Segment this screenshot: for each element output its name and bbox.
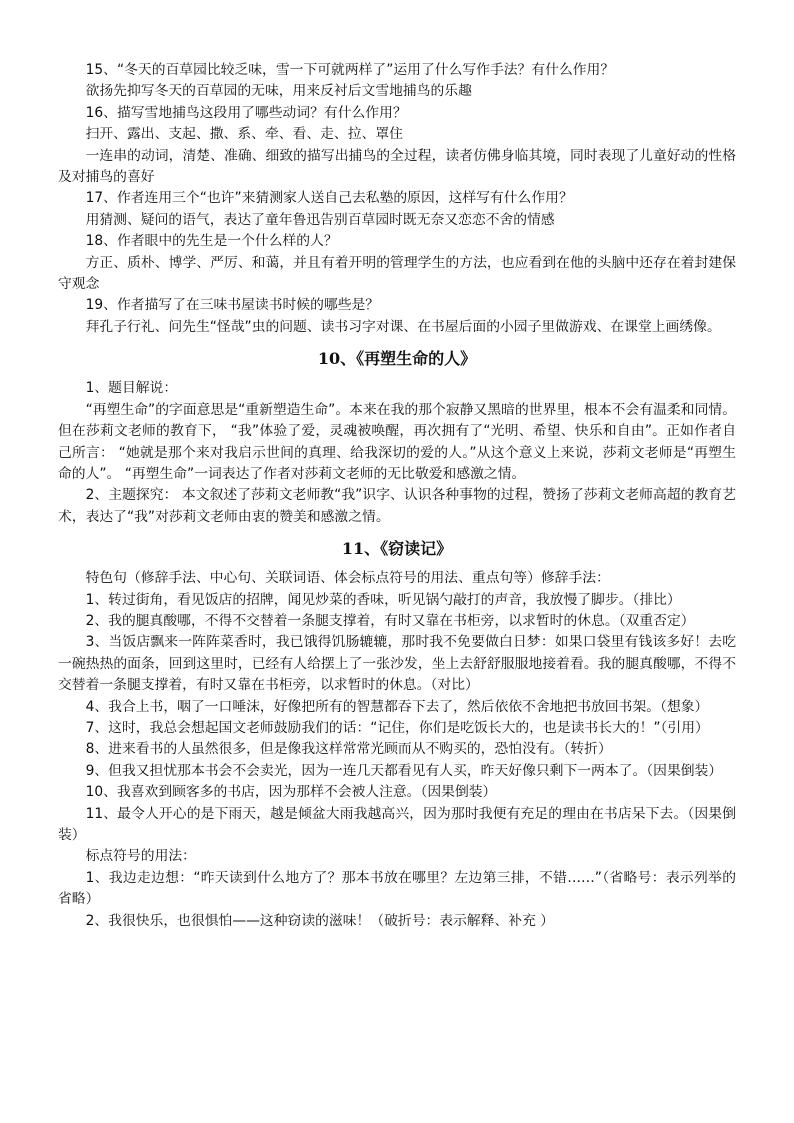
rhetoric-example-3: 3、当饭店飘来一阵阵菜香时，我已饿得饥肠辘辘，那时我不免要做白日梦：如果口袋里有钱该多好！去吃一碗热热的面条，回到这里时，已经有人给摆上了一张沙发，坐上去舒舒服服地接着看。我的腿真酸哪，不得不交替着一条腿支撑着，有时又靠在书柜旁，以求暂时的休息。（对比） xyxy=(58,634,736,694)
section-11 xyxy=(58,537,736,932)
rhetoric-example-9: 9、但我又担忧那本书会不会卖光，因为一连几天都看见有人买，昨天好像只剩下一两本了。（因果倒装） xyxy=(85,762,723,779)
rhetoric-example-7: 7、这时，我总会想起国文老师鼓励我们的话：“记住，你们是吃饭长大的，也是读书长大的！”（引用） xyxy=(85,719,709,736)
section-11-intro: 特色句（修辞手法、中心句、关联词语、体会标点符号的用法、重点句等）修辞手法： xyxy=(85,570,610,587)
answer-18: 方正、质朴、博学、严厉、和蔼，并且有着开明的管理学生的方法，也应看到在他的头脑中还存在着封建保守观念 xyxy=(58,254,736,293)
rhetoric-example-4: 4、我合上书，咽了一口唾沫，好像把所有的智慧都吞下去了，然后依依不舍地把书放回书架。（想象） xyxy=(85,698,709,715)
question-19: 19、作者描写了在三味书屋读书时候的哪些是？ xyxy=(85,297,380,314)
rhetoric-example-8: 8、进来看书的人虽然很多，但是像我这样常常光顾而从不购买的，恐怕没有。（转折） xyxy=(85,741,612,758)
section-10-theme: 2、主题探究： 本文叙述了莎莉文老师教“我”识字、认识各种事物的过程，赞扬了莎莉文老师高超的教育艺术，表达了“我”对莎莉文老师由衷的赞美和感激之情。 xyxy=(58,487,736,525)
rhetoric-example-2: 2、我的腿真酸哪，不得不交替着一条腿支撑着，有时又靠在书柜旁，以求暂时的休息。（双重否定） xyxy=(85,612,695,629)
section-10-topic-explanation: “再塑生命”的字面意思是“重新塑造生命”。本来在我的那个寂静又黑暗的世界里，根本不会有温柔和同情。但在莎莉文老师的教育下， “我”体验了爱，灵魂被唤醒，再次拥有了“光明、希望、快乐和自由”。正如作者自己所言： “她就是那个来对我启示世间的真理、给我深切的爱的人。”从这个意义上来说，莎莉文老师是“再塑生命的人”。 “再塑生命”一词表达了作者对莎莉文老师的无比敬爱和感激之情。 xyxy=(58,401,736,482)
answer-16-verbs: 扫开、露出、支起、撒、系、牵、看、走、拉、罩住 xyxy=(85,126,403,143)
rhetoric-example-11: 11、最令人开心的是下雨天，越是倾盆大雨我越高兴，因为那时我便有充足的理由在书店呆下去。（因果倒装） xyxy=(58,805,736,843)
answer-15: 欲扬先抑写冬天的百草园的无味，用来反衬后文雪地捕鸟的乐趣 xyxy=(85,83,472,100)
section-10-title: 10、《再塑生命的人》 xyxy=(317,349,477,369)
question-16: 16、描写雪地捕鸟这段用了哪些动词？有什么作用？ xyxy=(85,104,407,121)
rhetoric-example-1: 1、转过街角，看见饭店的招牌，闻见炒菜的香味，听见锅勺敲打的声音，我放慢了脚步。（排比） xyxy=(85,591,681,608)
punctuation-example-1: 1、我边走边想：“昨天读到什么地方了？那本书放在哪里？左边第三排，不错……”（省略号：表示列举的省略） xyxy=(58,869,736,908)
answer-16-effect: 一连串的动词，清楚、准确、细致的描写出捕鸟的全过程，读者仿佛身临其境，同时表现了儿童好动的性格及对捕鸟的喜好 xyxy=(58,147,736,186)
answer-19: 拜孔子行礼、问先生“怪哉”虫的问题、读书习字对课、在书屋后面的小园子里做游戏、在课堂上画绣像。 xyxy=(85,318,721,335)
question-17: 17、作者连用三个“也许”来猜测家人送自己去私塾的原因，这样写有什么作用？ xyxy=(85,190,573,207)
section-11-title: 11、《窃读记》 xyxy=(341,539,453,559)
section-10 xyxy=(58,347,736,528)
punctuation-example-2: 2、我很快乐，也很惧怕——这种窃读的滋味！（破折号：表示解释、补充 ） xyxy=(85,912,555,929)
answer-17: 用猜测、疑问的语气，表达了童年鲁迅告别百草园时既无奈又恋恋不舍的情感 xyxy=(85,211,555,228)
punctuation-heading: 标点符号的用法： xyxy=(85,848,196,865)
question-15: 15、“冬天的百草园比较乏味，雪一下可就两样了”运用了什么写作手法？有什么作用？ xyxy=(85,62,615,78)
rhetoric-example-10: 10、我喜欢到顾客多的书店，因为那样不会被人注意。（因果倒装） xyxy=(85,784,497,801)
question-18: 18、作者眼中的先生是一个什么样的人？ xyxy=(85,233,338,250)
previous-section-questions xyxy=(58,60,736,338)
section-10-topic-label: 1、题目解说： xyxy=(85,380,178,397)
